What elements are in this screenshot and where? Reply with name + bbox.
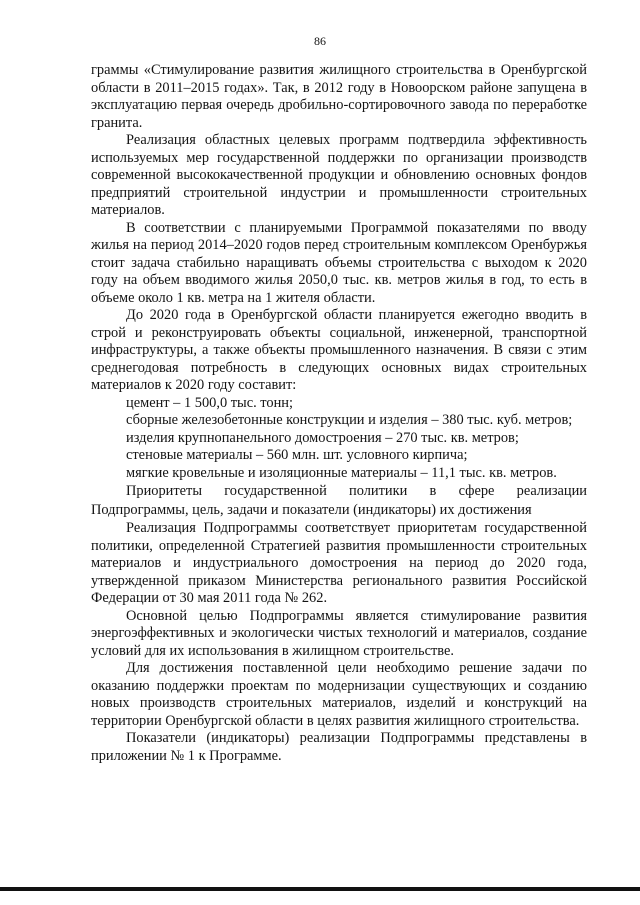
list-item: стеновые материалы – 560 млн. шт. условного кирпича; (126, 447, 468, 463)
paragraph: граммы «Стимулирование развития жилищного строительства в Оренбургской области в 2011–2015 годах». Так, в 2012 году в Новоорском районе запущена в эксплуатацию первая очередь дробильно-сортировочного завода по переработке гранита. (91, 62, 587, 131)
paragraph: Показатели (индикаторы) реализации Подпрограммы представлены в приложении № 1 к Программе. (91, 730, 587, 764)
section-heading: Приоритеты государственной политики в сфере реализации Подпрограммы, цель, задачи и показатели (индикаторы) их достижения (91, 483, 587, 518)
materials-list (91, 395, 587, 483)
list-item: сборные железобетонные конструкции и изделия – 380 тыс. куб. метров; (126, 412, 573, 428)
page-number: 86 (314, 34, 326, 48)
paragraph: Реализация областных целевых программ подтвердила эффективность используемых мер государственной поддержки по организации производств современной высококачественной продукции и обновлению основных фондов предприятий строительной индустрии и промышленности строительных материалов. (91, 132, 587, 218)
paragraph: До 2020 года в Оренбургской области планируется ежегодно вводить в строй и реконструировать объекты социальной, инженерной, транспортной инфраструктуры, а также объекты промышленного назначения. В связи с этим среднегодовая потребность в следующих основных видах строительных материалов к 2020 году составит: (91, 307, 587, 393)
scan-edge-divider (0, 887, 640, 891)
paragraph: Для достижения поставленной цели необходимо решение задачи по оказанию поддержки проектам по модернизации существующих и созданию новых производств строительных материалов, изделий и конструкций на территории Оренбургской области в целях развития жилищного строительства. (91, 660, 587, 729)
paragraph: Основной целью Подпрограммы является стимулирование развития энергоэффективных и экологически чистых технологий и материалов, создание условий для их использования в жилищном строительстве. (91, 607, 587, 659)
paragraph: В соответствии с планируемыми Программой показателями по вводу жилья на период 2014–2020 годов перед строительным комплексом Оренбуржья стоит задача стабильно наращивать объемы строительства с выходом к 2020 году на объем вводимого жилья 2050,0 тыс. кв. метров жилья в год, то есть в объеме около 1 кв. метра на 1 жителя области. (91, 219, 587, 306)
document-body (91, 62, 587, 765)
list-item: мягкие кровельные и изоляционные материалы – 11,1 тыс. кв. метров. (126, 464, 557, 481)
list-item: изделия крупнопанельного домостроения – 270 тыс. кв. метров; (126, 429, 519, 446)
list-item: цемент – 1 500,0 тыс. тонн; (126, 394, 293, 411)
paragraph: Реализация Подпрограммы соответствует приоритетам государственной политики, определенной Стратегией развития промышленности строительных материалов и индустриального домостроения на период до 2020 года, утвержденной приказом Министерства регионального развития Российской Федерации от 30 мая 2011 года № 262. (91, 520, 587, 606)
